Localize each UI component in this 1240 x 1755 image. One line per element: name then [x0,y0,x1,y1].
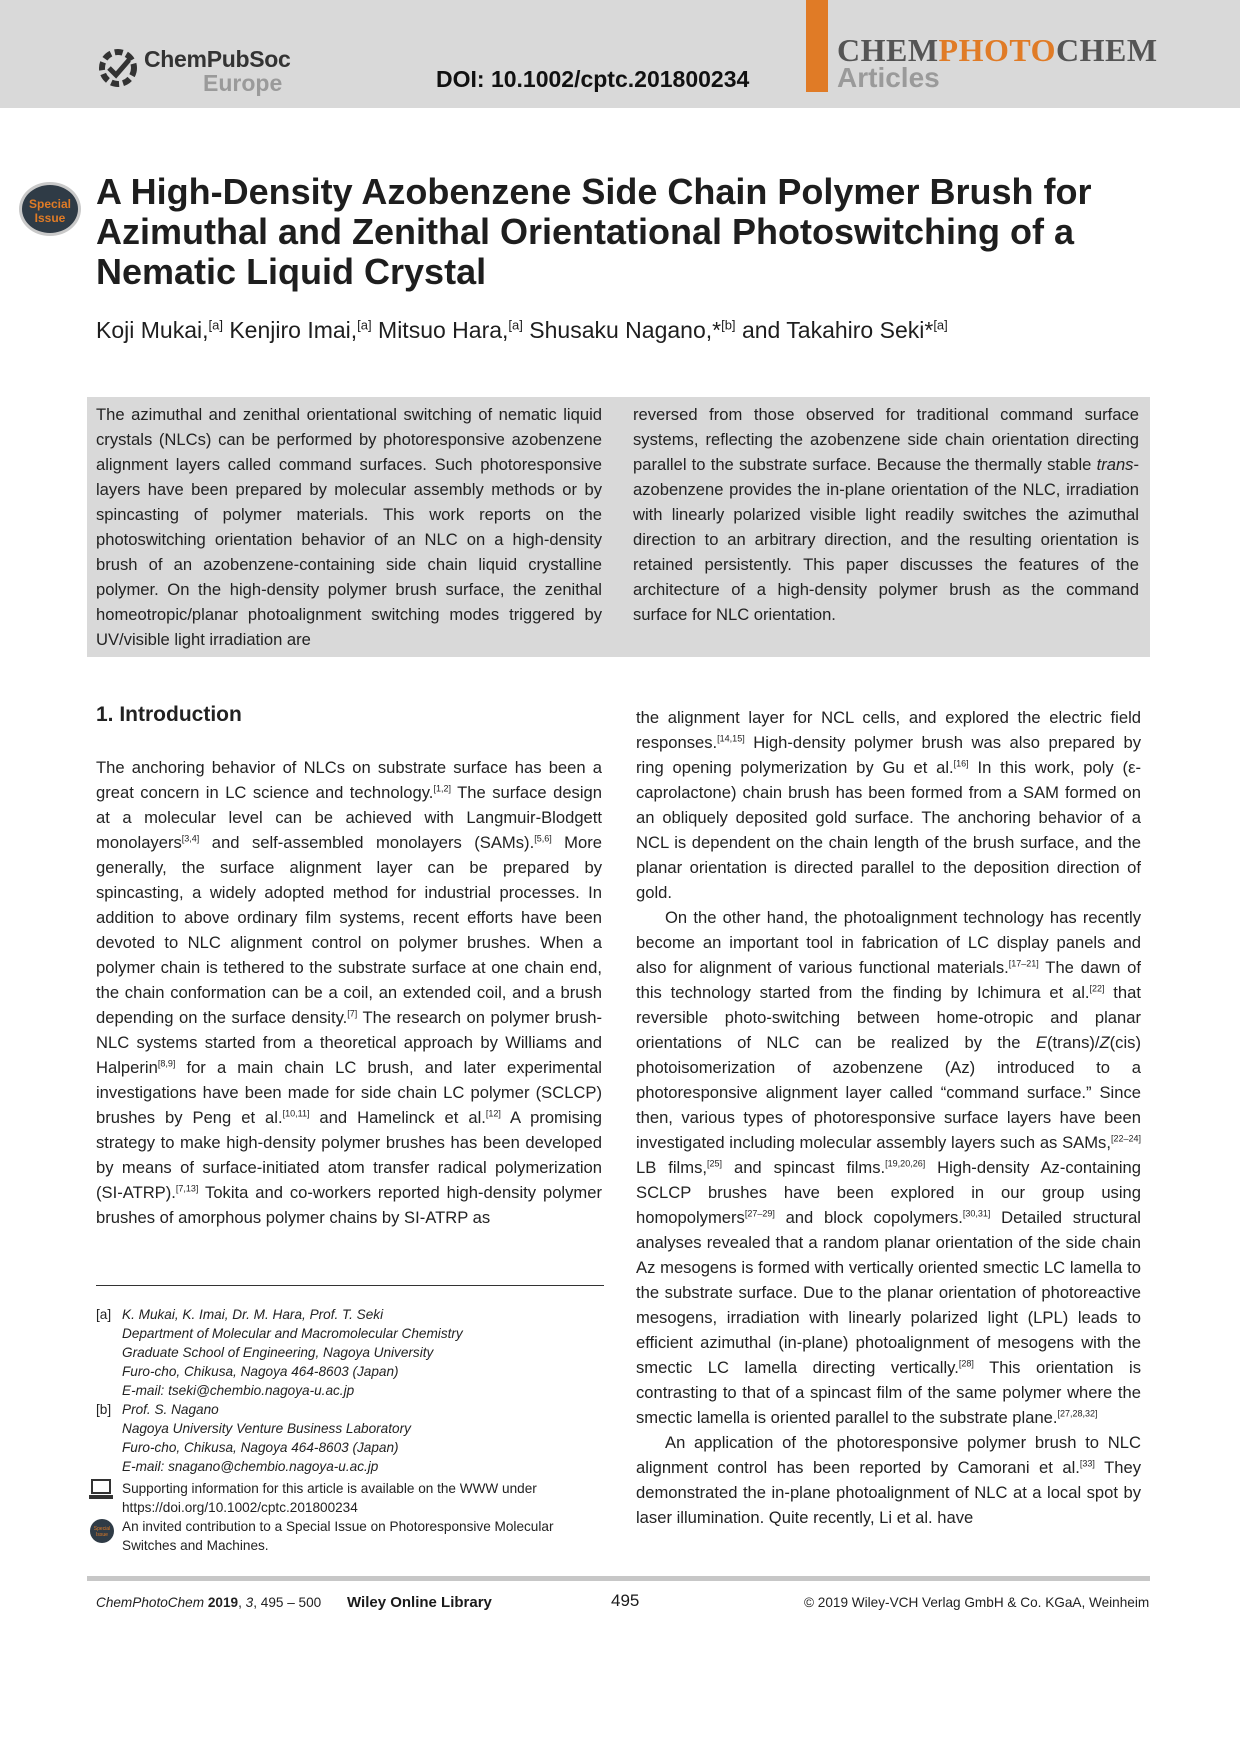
footer-citation: ChemPhotoChem 2019, 3, 495 – 500 [96,1595,322,1610]
footnote-label-b: [b] [96,1402,112,1417]
journal-name-part3: CHEM [1056,32,1158,68]
text-run: (cis) photoisomerization of azobenzene (Az) introduced to a photoresponsive alignment layer called “command surface.” Since then, various types of photoresponsive surface layers have been investigated including molecular assembly layers such as SAMs, [636,1033,1141,1152]
article-type: Articles [837,62,940,93]
citation-ref[interactable]: [27–29] [744,1208,775,1219]
left-paragraph [96,755,602,1230]
author-affiliation-mark: [b] [721,317,736,333]
citation-ref[interactable]: [25] [706,1158,722,1169]
affiliation-line: Department of Molecular and Macromolecular Chemistry [122,1326,463,1341]
text-run: The dawn of this technology started from the finding by Ichimura et al. [636,958,1141,1002]
footnote-rule [96,1285,604,1286]
text-run: They demonstrated the in-plane photoalignment of NLC at a local spot by laser illumination. Quite recently, Li et al. have [636,1458,1142,1527]
citation-ref[interactable]: [30,31] [962,1208,991,1219]
svg-text:Special: Special [93,1526,111,1532]
affiliation-line: Nagoya University Venture Business Laboratory [122,1421,411,1436]
affiliation-line: Graduate School of Engineering, Nagoya University [122,1345,434,1360]
affiliation-b [122,1400,606,1476]
author-name: Mitsuo Hara, [378,317,509,343]
citation-ref[interactable]: [3,4] [181,833,200,844]
citation-ref[interactable]: [17–21] [1008,958,1039,969]
chempubsoc-logo-icon [96,46,140,90]
footer-year: 2019 [207,1595,239,1610]
right-paragraph [636,705,1141,905]
journal-accent-bar [806,0,828,92]
text-run: The anchoring behavior of NLCs on substrate surface has been a great concern in LC science and technology. [96,758,602,802]
citation-ref[interactable]: [16] [953,758,969,769]
affiliation-line: Prof. S. Nagano [122,1402,219,1417]
author-name: Koji Mukai, [96,317,209,343]
citation-ref[interactable]: [19,20,26] [885,1158,926,1169]
affiliation-line: Furo-cho, Chikusa, Nagoya 464-8603 (Japan) [122,1364,399,1379]
special-issue-badge [19,182,81,236]
text-run: The research on polymer brush-NLC systems started from a theoretical approach by Williams and Halperin [96,1008,602,1077]
affiliation-line: E-mail: tseki@chembio.nagoya-u.ac.jp [122,1383,355,1398]
citation-ref[interactable]: [1,2] [433,783,451,794]
footer-volume: 3 [245,1595,254,1610]
citation-ref[interactable]: [7,13] [175,1183,199,1194]
author-affiliation-mark: [a] [933,317,948,333]
abstract-right-italic: trans [1096,455,1134,474]
author-name: Kenjiro Imai, [229,317,358,343]
text-run: More generally, the surface alignment layer can be prepared by spincasting, a widely adopted method for industrial processes. In addition to above ordinary film systems, recent efforts have been devoted to NLC alignment control on polymer brushes. When a polymer chain is tethered to the substrate surface at one chain end, the chain conformation can be a coil, an extended coil, and a brush depending on the surface density. [96,833,602,1027]
logo-text-line1: ChemPubSoc [144,46,291,72]
left-column-text [96,755,602,1230]
author-list [96,317,948,344]
author-name: Shusaku Nagano,* [529,317,722,343]
citation-ref[interactable]: [10,11] [282,1108,310,1119]
author-affiliation-mark: [a] [208,317,223,333]
section-heading-introduction: 1. Introduction [96,703,242,726]
copyright: © 2019 Wiley-VCH Verlag GmbH & Co. KGaA, Weinheim [804,1595,1150,1610]
citation-ref[interactable]: [8,9] [157,1058,176,1069]
abstract-right-text-a: reversed from those observed for traditional command surface systems, reflecting the azobenzene side chain orientation directing parallel to the substrate surface. Because the thermally stable [633,405,1139,474]
right-column-text [636,705,1141,1530]
right-paragraph [636,1430,1141,1530]
abstract-right-text-b: -azobenzene provides the in-plane orientation of the NLC, irradiation with linearly polarized visible light readily switches the azimuthal direction to an arbitrary direction, and the resulting orientation is retained persistently. This paper discusses the features of the architecture of a high-density polymer brush as the command surface for NLC orientation. [633,455,1139,624]
citation-ref[interactable]: [12] [485,1108,501,1119]
footer-rule [87,1576,1150,1581]
author-affiliation-mark: [a] [508,317,523,333]
citation-ref[interactable]: [14,15] [717,733,745,744]
footnote-label-a: [a] [96,1307,112,1322]
text-run: that reversible photo-switching between home-otropic and planar orientations of NLC can be realized by the [636,983,1141,1052]
affiliation-footnotes [93,1305,606,1555]
footer-journal: ChemPhotoChem [96,1595,205,1610]
text-run: and block copolymers. [774,1208,963,1227]
citation-ref[interactable]: [33] [1079,1458,1095,1469]
text-run: and self-assembled monolayers (SAMs). [199,833,535,852]
badge-line2: Issue [34,211,66,225]
text-run: (trans)/ [1046,1033,1100,1052]
text-run: The surface design at a molecular level can be achieved with Langmuir-Blodgett monolayers [96,783,602,852]
affiliation-line: E-mail: snagano@chembio.nagoya-u.ac.jp [122,1459,379,1474]
special-issue-icon [88,1517,116,1545]
footer-pages: 495 – 500 [260,1595,322,1610]
affiliation-line: Furo-cho, Chikusa, Nagoya 464-8603 (Japan) [122,1440,399,1455]
text-run: This orientation is contrasting to that of a spincast film of the same polymer where the smectic lamella is oriented parallel to the substrate plane. [636,1358,1141,1427]
journal-name-part1: CHEM [837,32,939,68]
right-paragraph [636,905,1141,1430]
text-run: High-density Az-containing SCLCP brushes have been explored in our group using homopolymers [636,1158,1142,1227]
text-run: Detailed structural analyses revealed that a random planar orientation of the side chain Az mesogens is formed with vertically oriented smectic LC lamella to the substrate surface. Due to the planar orientation of photoreactive mesogens, irradiation with linearly polarized light (LPL) leads to efficient azimuthal (in-plane) photoalignment of mesogens with the smectic LC lamella directing vertically. [636,1208,1141,1377]
wiley-online-library-link[interactable]: Wiley Online Library [347,1594,492,1611]
citation-ref[interactable]: [7] [347,1008,358,1019]
text-run: the alignment layer for NCL cells, and explored the electric field responses. [636,708,1141,752]
special-issue-note: An invited contribution to a Special Issue on Photoresponsive Molecular Switches and Machines. [122,1519,554,1553]
abstract-left: The azimuthal and zenithal orientational switching of nematic liquid crystals (NLCs) can be performed by photoresponsive azobenzene alignment layers called command surfaces. Such photoresponsive layers have been prepared by molecular assembly methods or by spincasting of polymer materials. This work reports on the photoswitching orientation behavior of an NLC on a high-density brush of an azobenzene-containing side chain liquid crystalline polymer. On the high-density polymer brush surface, the zenithal homeotropic/planar photoalignment switching modes triggered by UV/visible light irradiation are [96,405,602,649]
journal-name-part2: PHOTO [938,32,1057,68]
citation-ref[interactable]: [22] [1089,983,1105,994]
italic-run: E [1035,1033,1047,1052]
text-run: LB films, [636,1158,707,1177]
article-doi[interactable]: DOI: 10.1002/cptc.201800234 [436,66,750,92]
text-run: High-density polymer brush was also prepared by ring opening polymerization by Gu et al. [636,733,1141,777]
computer-icon [88,1479,114,1501]
text-run: A promising strategy to make high-density polymer brushes has been developed by means of surface-initiated atom transfer radical polymerization (SI-ATRP). [96,1108,603,1202]
page-number: 495 [611,1591,640,1610]
affiliation-line: K. Mukai, K. Imai, Dr. M. Hara, Prof. T. Seki [122,1307,384,1322]
text-run: and spincast films. [722,1158,886,1177]
affiliation-a [122,1305,606,1400]
text-run: Tokita and co-workers reported high-density polymer brushes of amorphous polymer chains by SI-ATRP as [96,1183,602,1227]
text-run: and Hamelinck et al. [309,1108,486,1127]
abstract-right [633,402,1139,627]
text-run: In this work, poly (ε-caprolactone) chain brush has been formed from a SAM formed on an obliquely deposited gold surface. The anchoring behavior of a NCL is dependent on the chain length of the brush surface, and the planar orientation is directed parallel to the deposition direction of gold. [636,758,1141,902]
italic-run: Z [1099,1033,1110,1052]
citation-ref[interactable]: [28] [958,1358,974,1369]
author-name: and Takahiro Seki* [741,317,934,343]
citation-ref[interactable]: [22–24] [1110,1133,1141,1144]
text-run: On the other hand, the photoalignment technology has recently become an important tool in fabrication of LC display panels and also for alignment of various functional materials. [636,908,1141,977]
logo-text-line2: Europe [203,70,283,96]
article-title: A High-Density Azobenzene Side Chain Polymer Brush for Azimuthal and Zenithal Orientational Photoswitching of a Nematic Liquid Crystal [96,171,1092,292]
svg-text:Issue: Issue [96,1532,108,1538]
supporting-info-note[interactable]: Supporting information for this article is available on the WWW under https://doi.org/10.1002/cptc.201800234 [122,1481,537,1515]
text-run: for a main chain LC brush, and later experimental investigations have been made for side chain LC polymer (SCLCP) brushes by Peng et al. [96,1058,602,1127]
citation-ref[interactable]: [27,28,32] [1057,1408,1098,1419]
author-affiliation-mark: [a] [357,317,372,333]
text-run: An application of the photoresponsive polymer brush to NLC alignment control has been reported by Camorani et al. [636,1433,1141,1477]
citation-ref[interactable]: [5,6] [534,833,552,844]
badge-line1: Special [28,197,72,211]
